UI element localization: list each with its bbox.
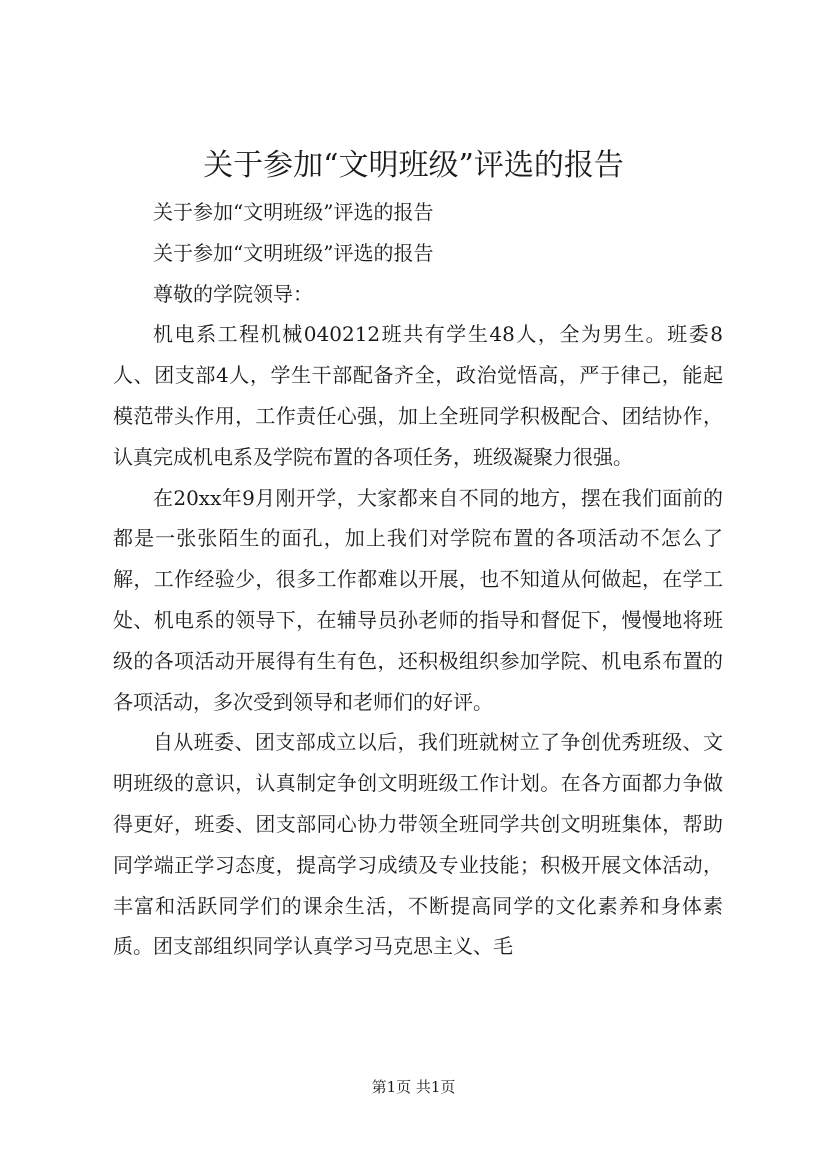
paragraph: 关于参加“文明班级”评选的报告 bbox=[153, 200, 434, 224]
paragraph: 在20xx年9月刚开学，大家都来自不同的地方，摆在我们面前的都是一张张陌生的面孔，加上我们对学院布置的各项活动不怎么了解，工作经验少，很多工作都难以开展，也不知道从何做起，在学工处、机电系的领导下，在辅导员孙老师的指导和督促下，慢慢地将班级的各项活动开展得有生有色，还积极组织参加学院、机电系布置的各项活动，多次受到领导和老师们的好评。 bbox=[113, 485, 723, 714]
paragraph: 关于参加“文明班级”评选的报告 bbox=[153, 240, 434, 265]
page-footer: 第1页 共1页 bbox=[371, 1078, 456, 1096]
document-body bbox=[113, 192, 723, 967]
paragraph: 自从班委、团支部成立以后，我们班就树立了争创优秀班级、文明班级的意识，认真制定争创文明班级工作计划。在各方面都力争做得更好，班委、团支部同心协力带领全班同学共创文明班集体，帮助同学端正学习态度，提高学习成绩及专业技能；积极开展文体活动，丰富和活跃同学们的课余生活，不断提高同学的文化素养和身体素质。团支部组织同学认真学习马克思主义、毛 bbox=[113, 730, 723, 959]
paragraph: 机电系工程机械040212班共有学生48人，全为男生。班委8人、团支部4人，学生干部配备齐全，政治觉悟高，严于律己，能起模范带头作用，工作责任心强，加上全班同学积极配合、团结协作，认真完成机电系及学院布置的各项任务，班级凝聚力很强。 bbox=[113, 322, 723, 469]
document-title: 关于参加“文明班级”评选的报告 bbox=[203, 148, 624, 183]
salutation: 尊敬的学院领导： bbox=[153, 281, 313, 306]
